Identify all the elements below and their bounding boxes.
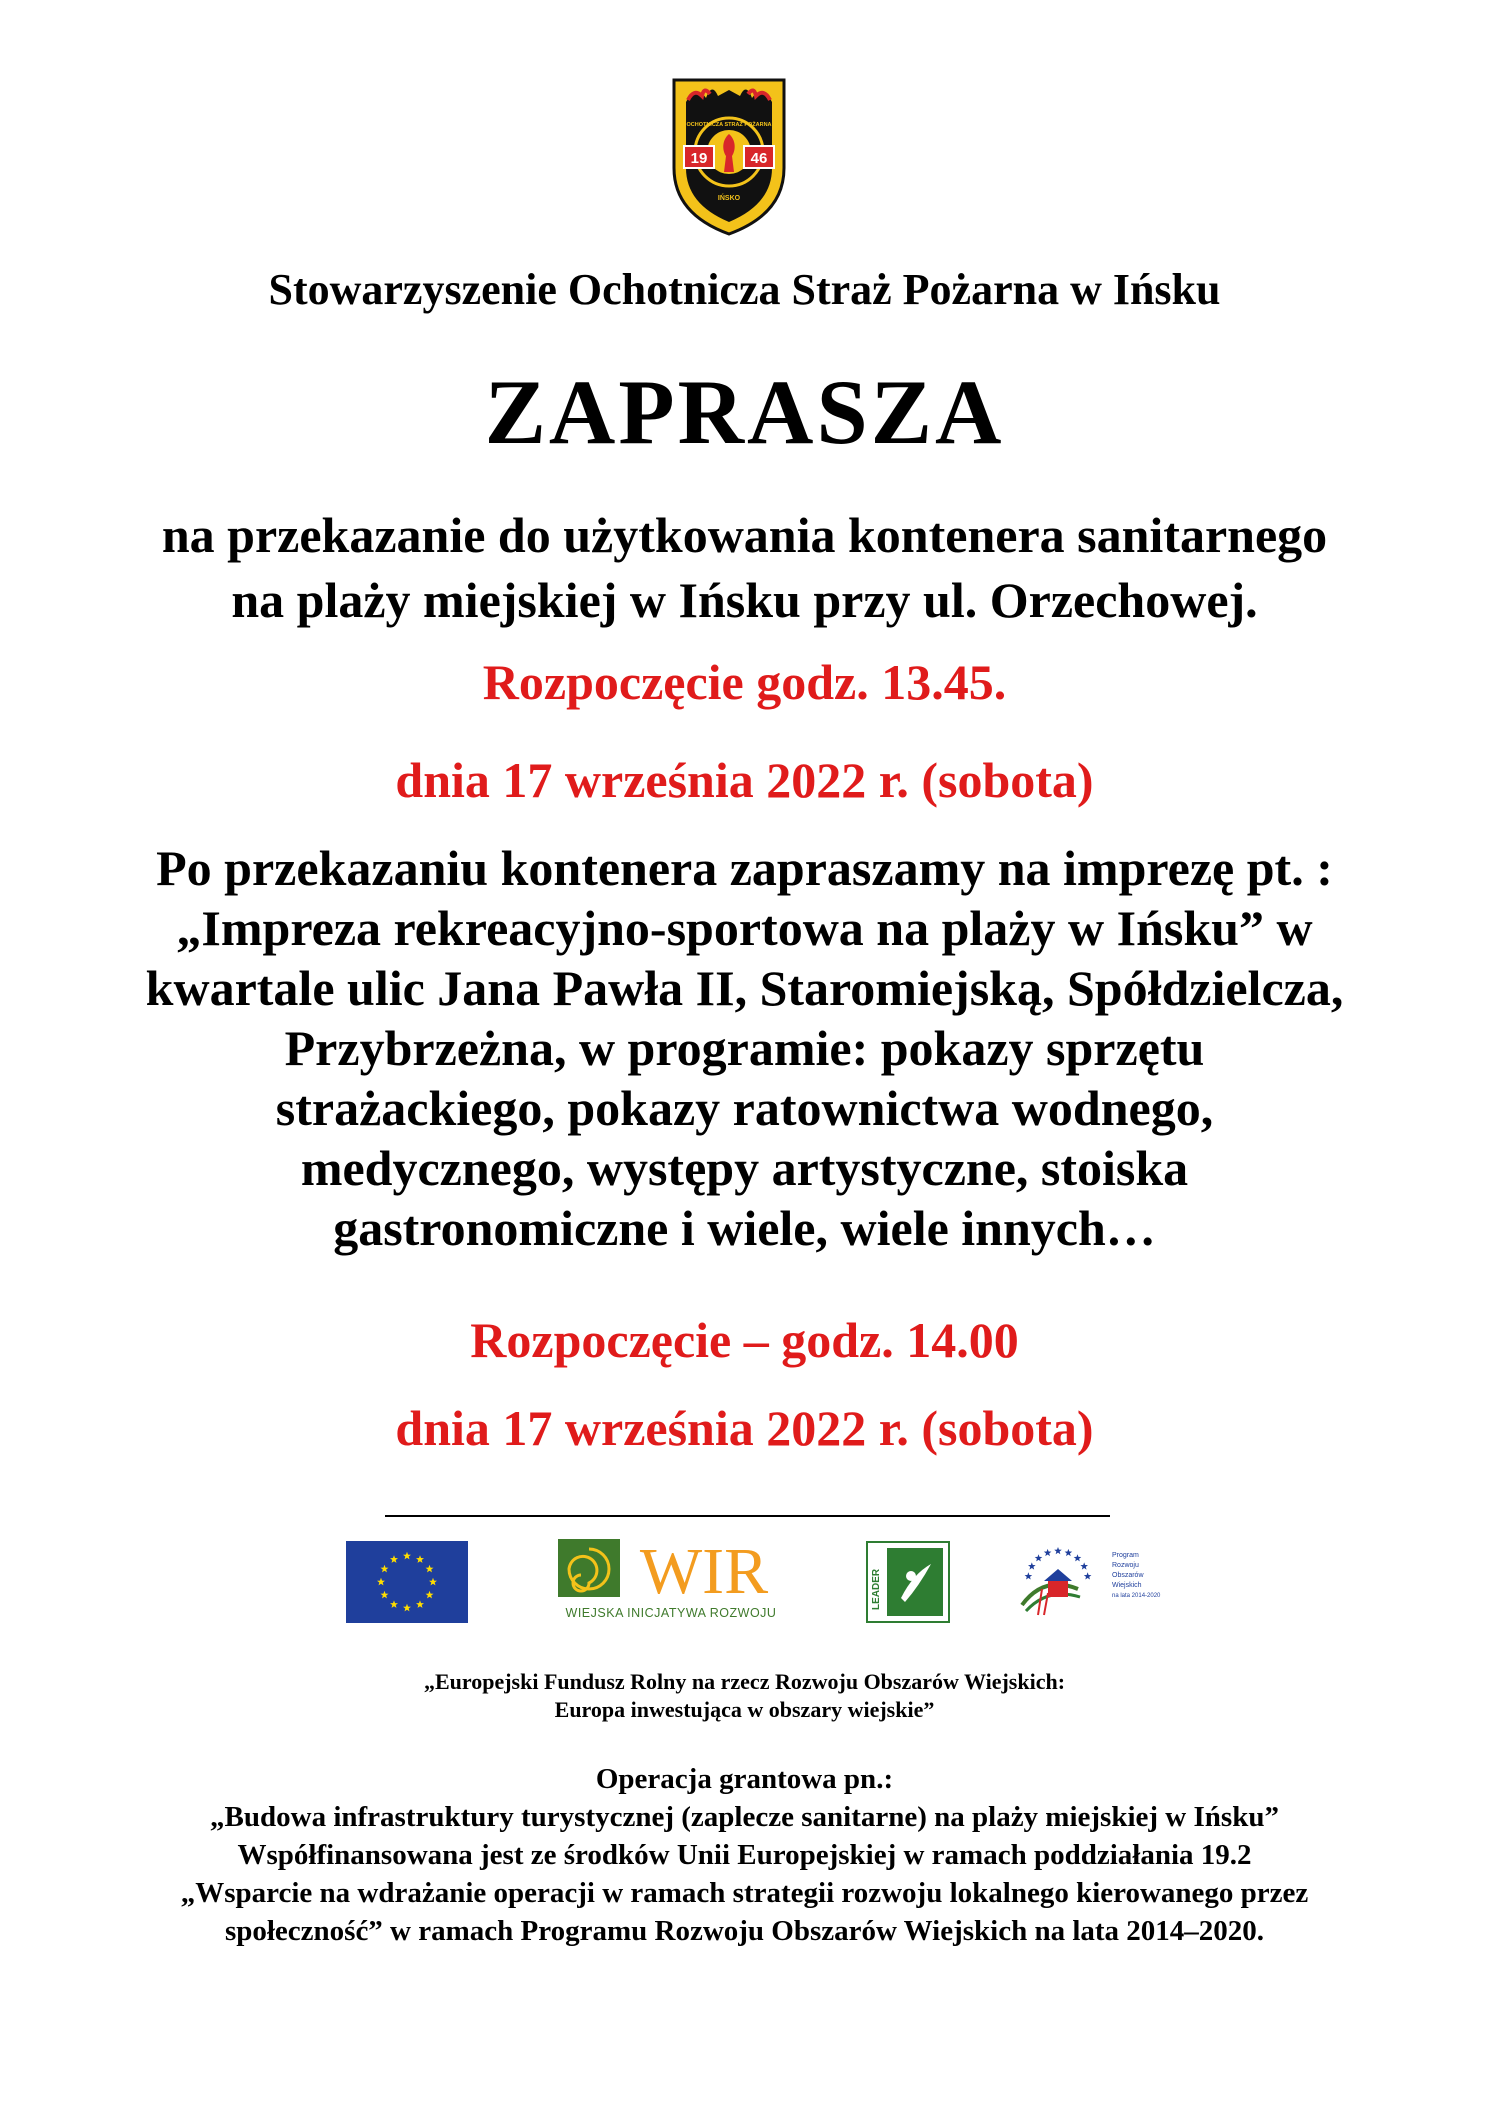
- wir-logo-subtitle: WIEJSKA INICJATYWA ROZWOJU: [565, 1606, 777, 1620]
- event-description-line: „Impreza rekreacyjno-sportowa na plaży w Ińsku” w: [176, 900, 1313, 956]
- crest-year-left: 19: [690, 150, 708, 167]
- star-icon: [1025, 1572, 1033, 1579]
- star-icon: [1054, 1547, 1062, 1554]
- crest-ring-text: OCHOTNICZA STRAŻ POŻARNA: [686, 122, 772, 128]
- start-time-event: Rozpoczęcie – godz. 14.00: [470, 1312, 1019, 1368]
- event-description-line: Przybrzeżna, w programie: pokazy sprzętu: [284, 1020, 1205, 1076]
- eu-flag-logo: [346, 1541, 468, 1623]
- wir-logo: [556, 1535, 786, 1623]
- invitation-line: na przekazanie do użytkowania kontenera sanitarnego: [161, 507, 1328, 563]
- prow-logo-line: Program: [1112, 1552, 1139, 1559]
- fund-statement-line: Europa inwestująca w obszary wiejskie”: [554, 1697, 935, 1722]
- fund-statement-line: „Europejski Fundusz Rolny na rzecz Rozwoju Obszarów Wiejskich:: [423, 1669, 1066, 1694]
- operation-line: „Wsparcie na wdrażanie operacji w ramach strategii rozwoju lokalnego kierowanego przez: [180, 1877, 1309, 1909]
- leader-logo: [865, 1540, 951, 1624]
- crest-year-right: 46: [750, 150, 768, 167]
- star-icon: [1044, 1549, 1052, 1556]
- operation-line: społeczność” w ramach Programu Rozwoju Obszarów Wiejskich na lata 2014–2020.: [224, 1915, 1265, 1947]
- star-icon: [1065, 1549, 1073, 1556]
- start-time-handover: Rozpoczęcie godz. 13.45.: [482, 654, 1007, 710]
- event-description-line: strażackiego, pokazy ratownictwa wodnego,: [275, 1080, 1214, 1136]
- wir-logo-text: WIR: [639, 1535, 769, 1608]
- organization-name: Stowarzyszenie Ochotnicza Straż Pożarna w Ińsku: [268, 265, 1221, 314]
- prow-logo-line: Rozwoju: [1112, 1562, 1139, 1569]
- star-icon: [1035, 1554, 1043, 1561]
- operation-line: „Budowa infrastruktury turystycznej (zaplecze sanitarne) na plaży miejskiej w Ińsku”: [210, 1801, 1279, 1833]
- event-description-line: medycznego, występy artystyczne, stoiska: [300, 1140, 1189, 1196]
- star-icon: [1028, 1562, 1036, 1569]
- event-description-line: Po przekazaniu kontenera zapraszamy na imprezę pt. :: [156, 840, 1333, 896]
- prow-logo-line: Obszarów: [1112, 1572, 1144, 1579]
- headline: ZAPRASZA: [484, 361, 1005, 463]
- star-icon: [1080, 1562, 1088, 1569]
- operation-line: Współfinansowana jest ze środków Unii Europejskiej w ramach poddziałania 19.2: [237, 1839, 1252, 1871]
- event-date-event: dnia 17 września 2022 r. (sobota): [395, 1400, 1094, 1456]
- star-icon: [1074, 1554, 1082, 1561]
- event-date-handover: dnia 17 września 2022 r. (sobota): [395, 752, 1094, 808]
- prow-logo-line: Wiejskich: [1112, 1582, 1142, 1589]
- leader-logo-text: LEADER: [871, 1568, 882, 1610]
- divider: [385, 1515, 1110, 1517]
- event-description-line: gastronomiczne i wiele, wiele innych…: [333, 1200, 1156, 1256]
- fire-brigade-crest-logo: [666, 76, 792, 236]
- prow-logo-line: na lata 2014-2020: [1112, 1593, 1161, 1599]
- operation-line: Operacja grantowa pn.:: [595, 1763, 894, 1795]
- crest-town: IŃSKO: [717, 195, 741, 202]
- star-icon: [1084, 1572, 1092, 1579]
- event-description-line: kwartale ulic Jana Pawła II, Staromiejską, Spółdzielcza,: [145, 960, 1344, 1016]
- invitation-line: na plaży miejskiej w Ińsku przy ul. Orzechowej.: [231, 572, 1258, 628]
- prow-logo: [1014, 1535, 1164, 1625]
